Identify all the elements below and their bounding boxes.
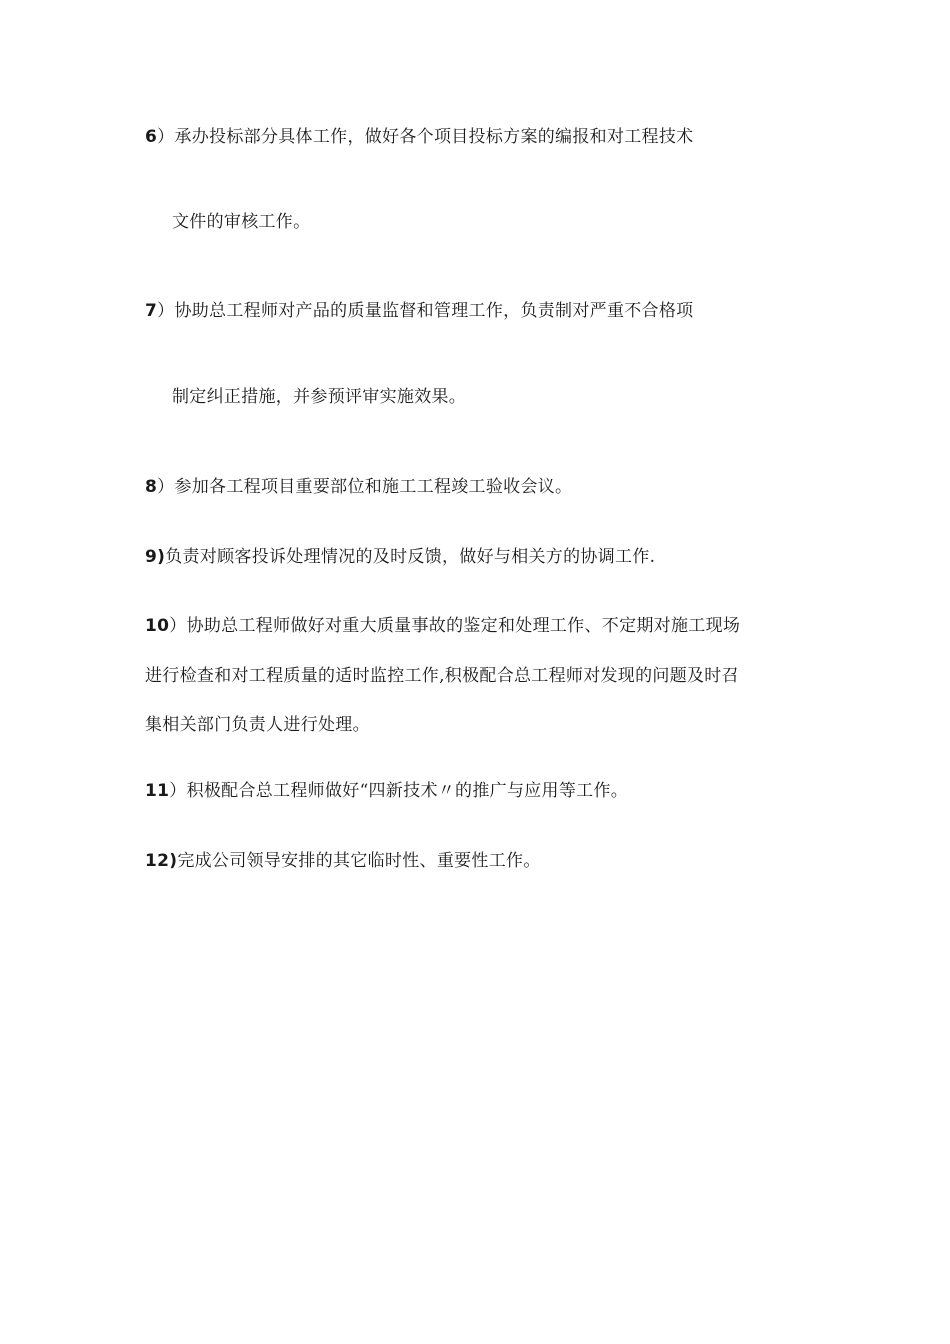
- item-10-line-1: [145, 614, 740, 638]
- item-9-line-1: [145, 545, 655, 569]
- item-8-text-1: ）参加各工程项目重要部位和施工工程竣工验收会议。: [157, 477, 573, 497]
- item-12-text-1: 完成公司领导安排的其它临时性、重要性工作。: [177, 851, 541, 871]
- item-6-text-2: 文件的审核工作。: [172, 212, 311, 232]
- item-7-number: 7: [145, 301, 158, 321]
- item-11-text-1: ）积极配合总工程师做好“四新技术〃的推广与应用等工作。: [169, 781, 629, 801]
- item-11-number: 11: [145, 781, 170, 801]
- item-11-line-1: [145, 779, 628, 803]
- item-10-text-3: 集相关部门负责人进行处理。: [145, 715, 370, 735]
- item-6-line-2: [172, 210, 310, 234]
- item-9-text-1: 负责对顾客投诉处理情况的及时反馈，做好与相关方的协调工作.: [165, 547, 656, 567]
- item-10-number: 10: [145, 616, 170, 636]
- item-7-line-2: [172, 385, 466, 409]
- item-7-line-1: [145, 299, 693, 323]
- item-8-number: 8: [145, 477, 158, 497]
- item-6-text-1: ）承办投标部分具体工作，做好各个项目投标方案的编报和对工程技术: [157, 127, 694, 147]
- item-7-text-2: 制定纠正措施，并参预评审实施效果。: [172, 387, 467, 407]
- item-10-line-3: [145, 713, 370, 737]
- item-8-line-1: [145, 475, 572, 499]
- item-6-number: 6: [145, 127, 158, 147]
- item-10-line-2: [145, 664, 739, 688]
- item-10-text-1: ）协助总工程师做好对重大质量事故的鉴定和处理工作、不定期对施工现场: [169, 616, 741, 636]
- item-10-text-2: 进行检查和对工程质量的适时监控工作,积极配合总工程师对发现的问题及时召: [145, 666, 739, 686]
- item-6-line-1: [145, 125, 693, 149]
- item-7-text-1: ）协助总工程师对产品的质量监督和管理工作，负责制对严重不合格项: [157, 301, 694, 321]
- item-12-line-1: [145, 849, 541, 873]
- item-9-number: 9): [145, 547, 166, 567]
- item-12-number: 12): [145, 851, 178, 871]
